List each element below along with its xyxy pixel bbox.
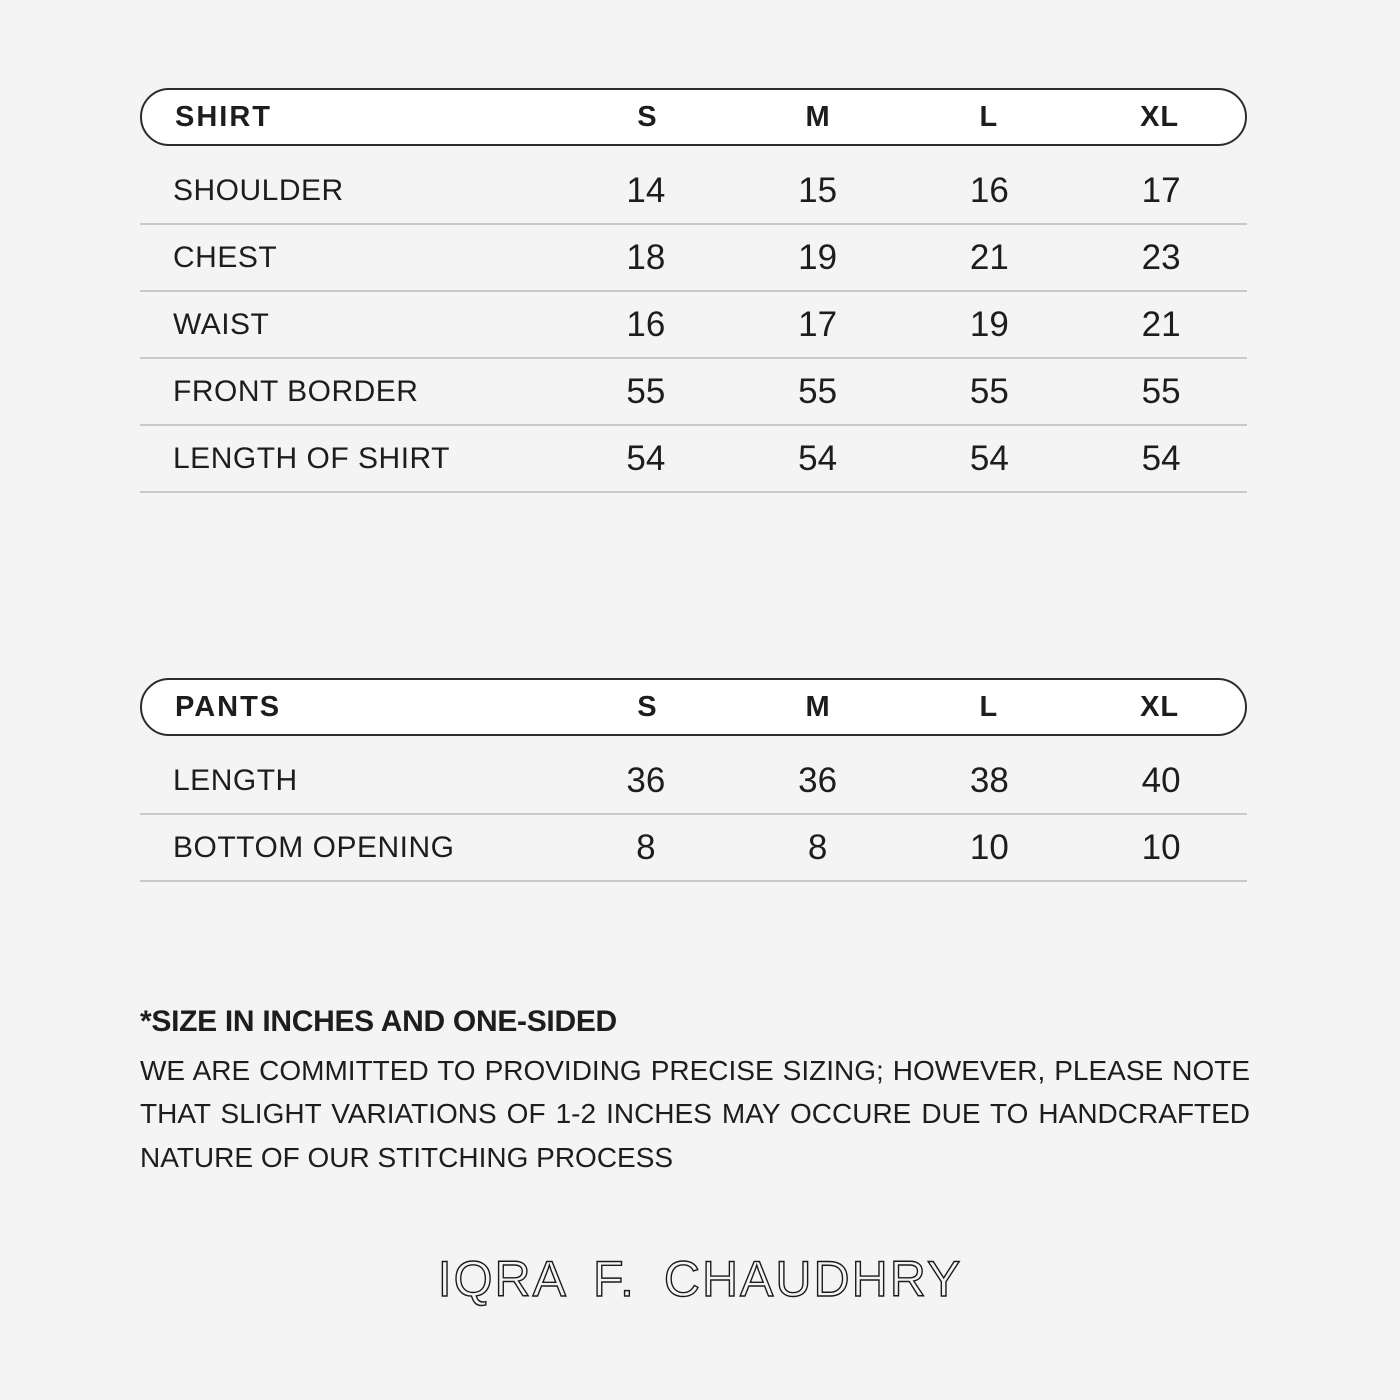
row-label: WAIST — [173, 307, 270, 341]
size-column-header-xl: XL — [1140, 100, 1180, 133]
size-value-cell: 19 — [969, 304, 1009, 344]
row-label: LENGTH OF SHIRT — [173, 441, 450, 475]
size-column-header-l: L — [979, 690, 999, 723]
size-value-cell: 10 — [1141, 827, 1181, 867]
table-row-front-border — [140, 359, 1247, 426]
size-value-cell: 14 — [626, 170, 666, 210]
size-value-cell: 17 — [798, 304, 838, 344]
pants-table-rows — [140, 748, 1247, 882]
size-value-cell: 10 — [969, 827, 1009, 867]
size-value-cell: 18 — [626, 237, 666, 277]
table-row-length — [140, 748, 1247, 815]
pants-table-title: PANTS — [175, 690, 282, 723]
brand-logo: IQRA F. CHAUDHRY — [437, 1251, 963, 1307]
row-label: LENGTH — [173, 763, 298, 797]
table-row-bottom-opening — [140, 815, 1247, 882]
size-value-cell: 54 — [1141, 438, 1181, 478]
size-value-cell: 38 — [969, 760, 1009, 800]
size-value-cell: 54 — [969, 438, 1009, 478]
size-value-cell: 21 — [1141, 304, 1181, 344]
table-row-chest — [140, 225, 1247, 292]
size-value-cell: 55 — [626, 371, 666, 411]
table-row-waist — [140, 292, 1247, 359]
size-value-cell: 55 — [1141, 371, 1181, 411]
size-value-cell: 17 — [1141, 170, 1181, 210]
pants-size-table — [140, 678, 1247, 882]
size-value-cell: 19 — [798, 237, 838, 277]
pants-table-header-pill — [140, 678, 1247, 736]
size-value-cell: 16 — [626, 304, 666, 344]
size-column-header-l: L — [979, 100, 999, 133]
size-value-cell: 55 — [798, 371, 838, 411]
row-label: BOTTOM OPENING — [173, 830, 455, 864]
size-column-header-s: S — [637, 100, 658, 133]
shirt-table-header-pill — [140, 88, 1247, 146]
shirt-table-rows — [140, 158, 1247, 493]
size-column-header-m: M — [805, 690, 831, 723]
size-value-cell: 16 — [969, 170, 1009, 210]
size-value-cell: 36 — [626, 760, 666, 800]
size-value-cell: 54 — [798, 438, 838, 478]
sizing-note-body: WE ARE COMMITTED TO PROVIDING PRECISE SIZING; HOWEVER, PLEASE NOTE THAT SLIGHT VARIATIONS OF 1-2 INCHES MAY OCCURE DUE TO HANDCRAFTED NATURE OF OUR STITCHING PROCESS — [140, 1055, 1250, 1173]
size-value-cell: 54 — [626, 438, 666, 478]
size-value-cell: 40 — [1141, 760, 1181, 800]
size-column-header-m: M — [805, 100, 831, 133]
size-value-cell: 8 — [807, 827, 828, 867]
size-column-header-s: S — [637, 690, 658, 723]
table-row-length-of-shirt — [140, 426, 1247, 493]
size-column-header-xl: XL — [1140, 690, 1180, 723]
table-row-shoulder — [140, 158, 1247, 225]
size-value-cell: 23 — [1141, 237, 1181, 277]
size-value-cell: 15 — [798, 170, 838, 210]
size-value-cell: 8 — [636, 827, 656, 867]
size-value-cell: 55 — [969, 371, 1009, 411]
shirt-table-title: SHIRT — [175, 100, 272, 133]
sizing-note-heading: *SIZE IN INCHES AND ONE-SIDED — [140, 1005, 617, 1038]
sizing-note — [140, 1005, 1250, 1179]
size-value-cell: 36 — [798, 760, 838, 800]
size-value-cell: 21 — [969, 237, 1009, 277]
row-label: SHOULDER — [173, 173, 344, 207]
row-label: CHEST — [173, 240, 278, 274]
row-label: FRONT BORDER — [173, 374, 419, 408]
shirt-size-table — [140, 88, 1247, 493]
